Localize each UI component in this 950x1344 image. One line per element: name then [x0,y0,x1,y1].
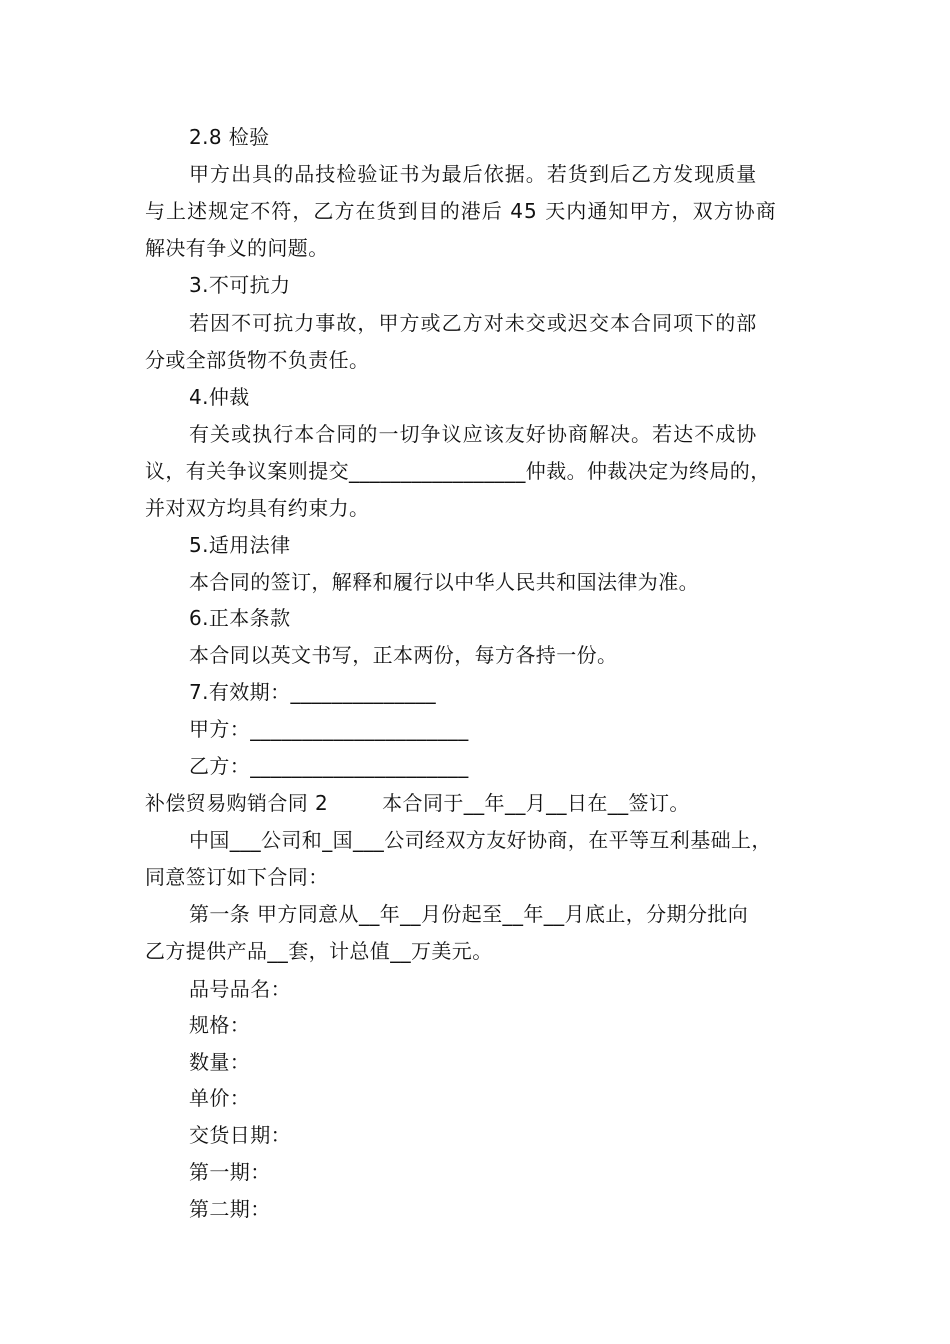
field-unit-price: 单价： [189,1086,251,1110]
paragraph-line: 本合同以英文书写，正本两份，每方各持一份。 [189,643,618,667]
paragraph-line: 解决有争义的问题。 [145,236,329,260]
field-quantity: 数量： [189,1050,251,1074]
section-heading-applicable-law: 5.适用法律 [189,533,291,557]
paragraph-line: 并对双方均具有约束力。 [145,496,370,520]
section-heading-arbitration: 4.仲裁 [189,385,250,409]
party-a-signature-line: 甲方：_____________________ [189,717,469,741]
paragraph-line: 与上述规定不符，乙方在货到目的港后 45 天内通知甲方，双方协商 [145,199,777,223]
field-phase-two: 第二期： [189,1197,271,1221]
paragraph-line: 甲方出具的品技检验证书为最后依据。若货到后乙方发现质量 [189,162,758,186]
paragraph-line: 有关或执行本合同的一切争议应该友好协商解决。若达不成协 [189,422,758,446]
section-heading-inspection: 2.8 检验 [189,125,270,149]
article-one-line: 第一条 甲方同意从__年__月份起至__年__月底止，分期分批向 [189,902,749,926]
section-heading-force-majeure: 3.不可抗力 [189,273,291,297]
section-heading-original-clause: 6.正本条款 [189,606,291,630]
field-delivery-date: 交货日期： [189,1123,291,1147]
paragraph-line: 乙方提供产品__套，计总值__万美元。 [145,939,493,963]
paragraph-line: 同意签订如下合同： [145,865,329,889]
contract-2-title-line: 补偿贸易购销合同 2 本合同于__年__月__日在__签订。 [145,791,690,815]
field-product-name: 品号品名： [189,977,291,1001]
validity-period-line: 7.有效期：______________ [189,680,437,704]
party-b-signature-line: 乙方：_____________________ [189,754,469,778]
paragraph-line: 本合同的签订，解释和履行以中华人民共和国法律为准。 [189,570,699,594]
paragraph-line: 若因不可抗力事故，甲方或乙方对未交或迟交本合同项下的部 [189,311,758,335]
paragraph-line: 议，有关争议案则提交_________________仲裁。仲裁决定为终局的， [145,459,771,483]
field-phase-one: 第一期： [189,1160,271,1184]
field-specification: 规格： [189,1013,251,1037]
paragraph-line: 分或全部货物不负责任。 [145,348,370,372]
paragraph-line: 中国___公司和_国___公司经双方友好协商，在平等互利基础上， [189,828,772,852]
